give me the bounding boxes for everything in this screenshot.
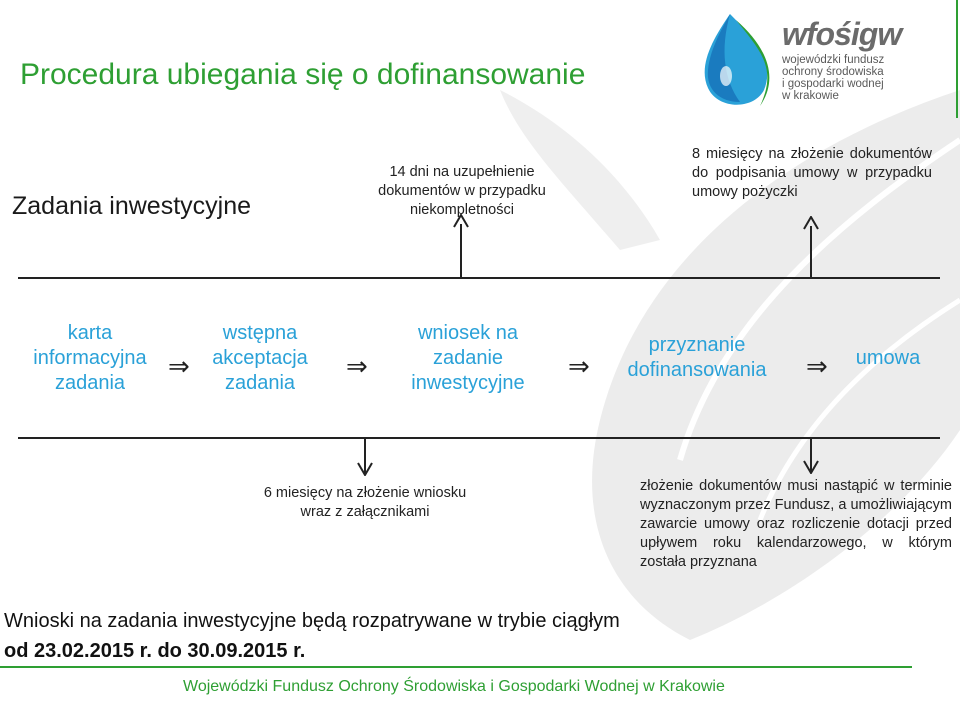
logo-subtitle: wojewódzki fundusz ochrony środowiska i gospodarki wodnej w krakowie [782,54,885,102]
step-wniosek: wniosek na zadanie inwestycyjne [411,322,525,394]
continuous-mode-note [4,606,620,666]
step-umowa: umowa [855,347,921,369]
submission-period: od 23.02.2015 r. do 30.09.2015 r. [4,640,306,662]
step-wstepna-akceptacja: wstępna akceptacja zadania [212,322,308,394]
footer-organization: Wojewódzki Fundusz Ochrony Środowiska i Gospodarki Wodnej w Krakowie [183,678,725,695]
timeline-bottom-rule [18,437,940,439]
note-contract-deadline: 8 miesięcy na złożenie dokumentów do podpisania umowy w przypadku umowy pożyczki [692,146,932,200]
arrow-up-icon [803,216,819,230]
step-karta-informacyjna: karta informacyjna zadania [33,322,147,394]
arrow-up-icon [453,214,469,228]
implies-arrow-icon: ⇒ [806,351,828,381]
arrow-down-icon [357,462,373,476]
page-title: Procedura ubiegania się o dofinansowanie [20,58,586,91]
note-application-deadline: 6 miesięcy na złożenie wniosku wraz z załącznikami [263,485,467,520]
note-resubmit-deadline: 14 dni na uzupełnienie dokumentów w przypadku niekompletności [378,164,546,218]
section-title: Zadania inwestycyjne [12,192,252,220]
logo-divider [956,0,958,118]
water-drop-icon [690,10,780,110]
logo-wordmark: wfośigw [782,16,902,52]
implies-arrow-icon: ⇒ [346,351,368,381]
wfosigw-logo [690,10,900,110]
connector-contract [810,226,812,278]
timeline-top-rule [18,277,940,279]
implies-arrow-icon: ⇒ [168,351,190,381]
footer-divider [0,666,912,668]
continuous-mode-text: Wnioski na zadania inwestycyjne będą rozpatrywane w trybie ciągłym [4,610,620,632]
arrow-down-icon [803,460,819,474]
implies-arrow-icon: ⇒ [568,351,590,381]
note-settlement-deadline: złożenie dokumentów musi nastąpić w terminie wyznaczonym przez Fundusz, a umożliwiającym zawarcie umowy oraz rozliczenie dotacji przed upływem roku kalendarzowego, w którym została przyznana [640,478,952,570]
step-przyznanie-dofinansowania: przyznanie dofinansowania [627,334,767,381]
connector-resubmit [460,224,462,278]
